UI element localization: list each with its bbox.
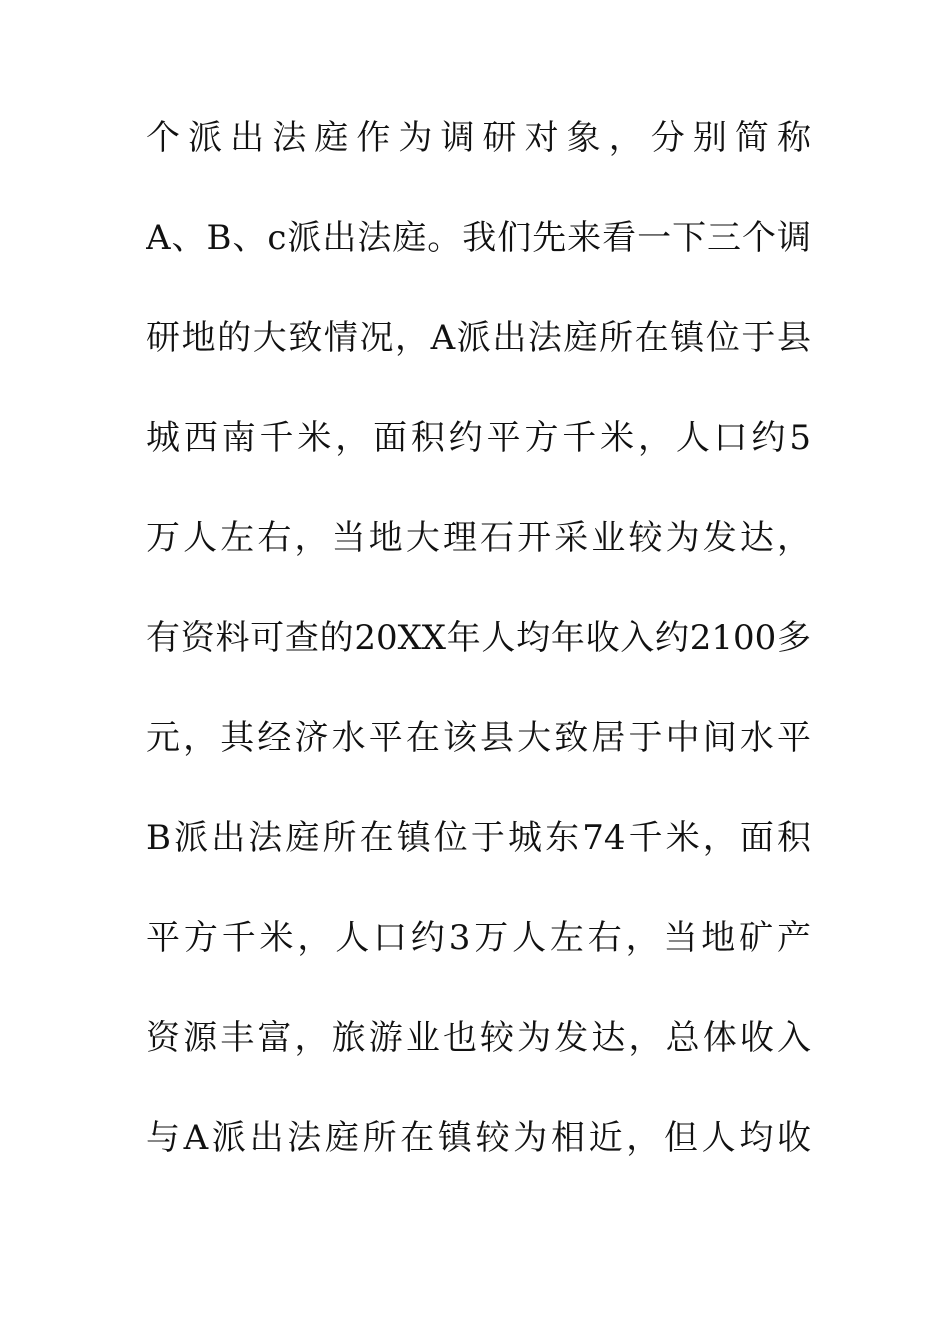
text-line-7: 元，其经济水平在该县大致居于中间水平	[146, 720, 811, 756]
text-line-9: 平方千米，人口约3万人左右，当地矿产	[146, 920, 811, 956]
text-line-8: B派出法庭所在镇位于城东74千米，面积	[146, 820, 811, 856]
text-line-1: 个派出法庭作为调研对象，分别简称	[146, 120, 811, 156]
text-line-10: 资源丰富，旅游业也较为发达，总体收入	[146, 1020, 811, 1056]
text-line-6: 有资料可查的20XX年人均年收入约2100多	[146, 620, 811, 656]
text-line-4: 城西南千米，面积约平方千米，人口约5	[146, 420, 811, 456]
body-text	[146, 120, 811, 1220]
text-line-3: 研地的大致情况，A派出法庭所在镇位于县	[146, 320, 811, 356]
text-line-11: 与A派出法庭所在镇较为相近，但人均收	[146, 1120, 811, 1156]
text-line-2: A、B、c派出法庭。我们先来看一下三个调	[146, 220, 811, 256]
text-line-5: 万人左右，当地大理石开采业较为发达，	[146, 520, 811, 556]
